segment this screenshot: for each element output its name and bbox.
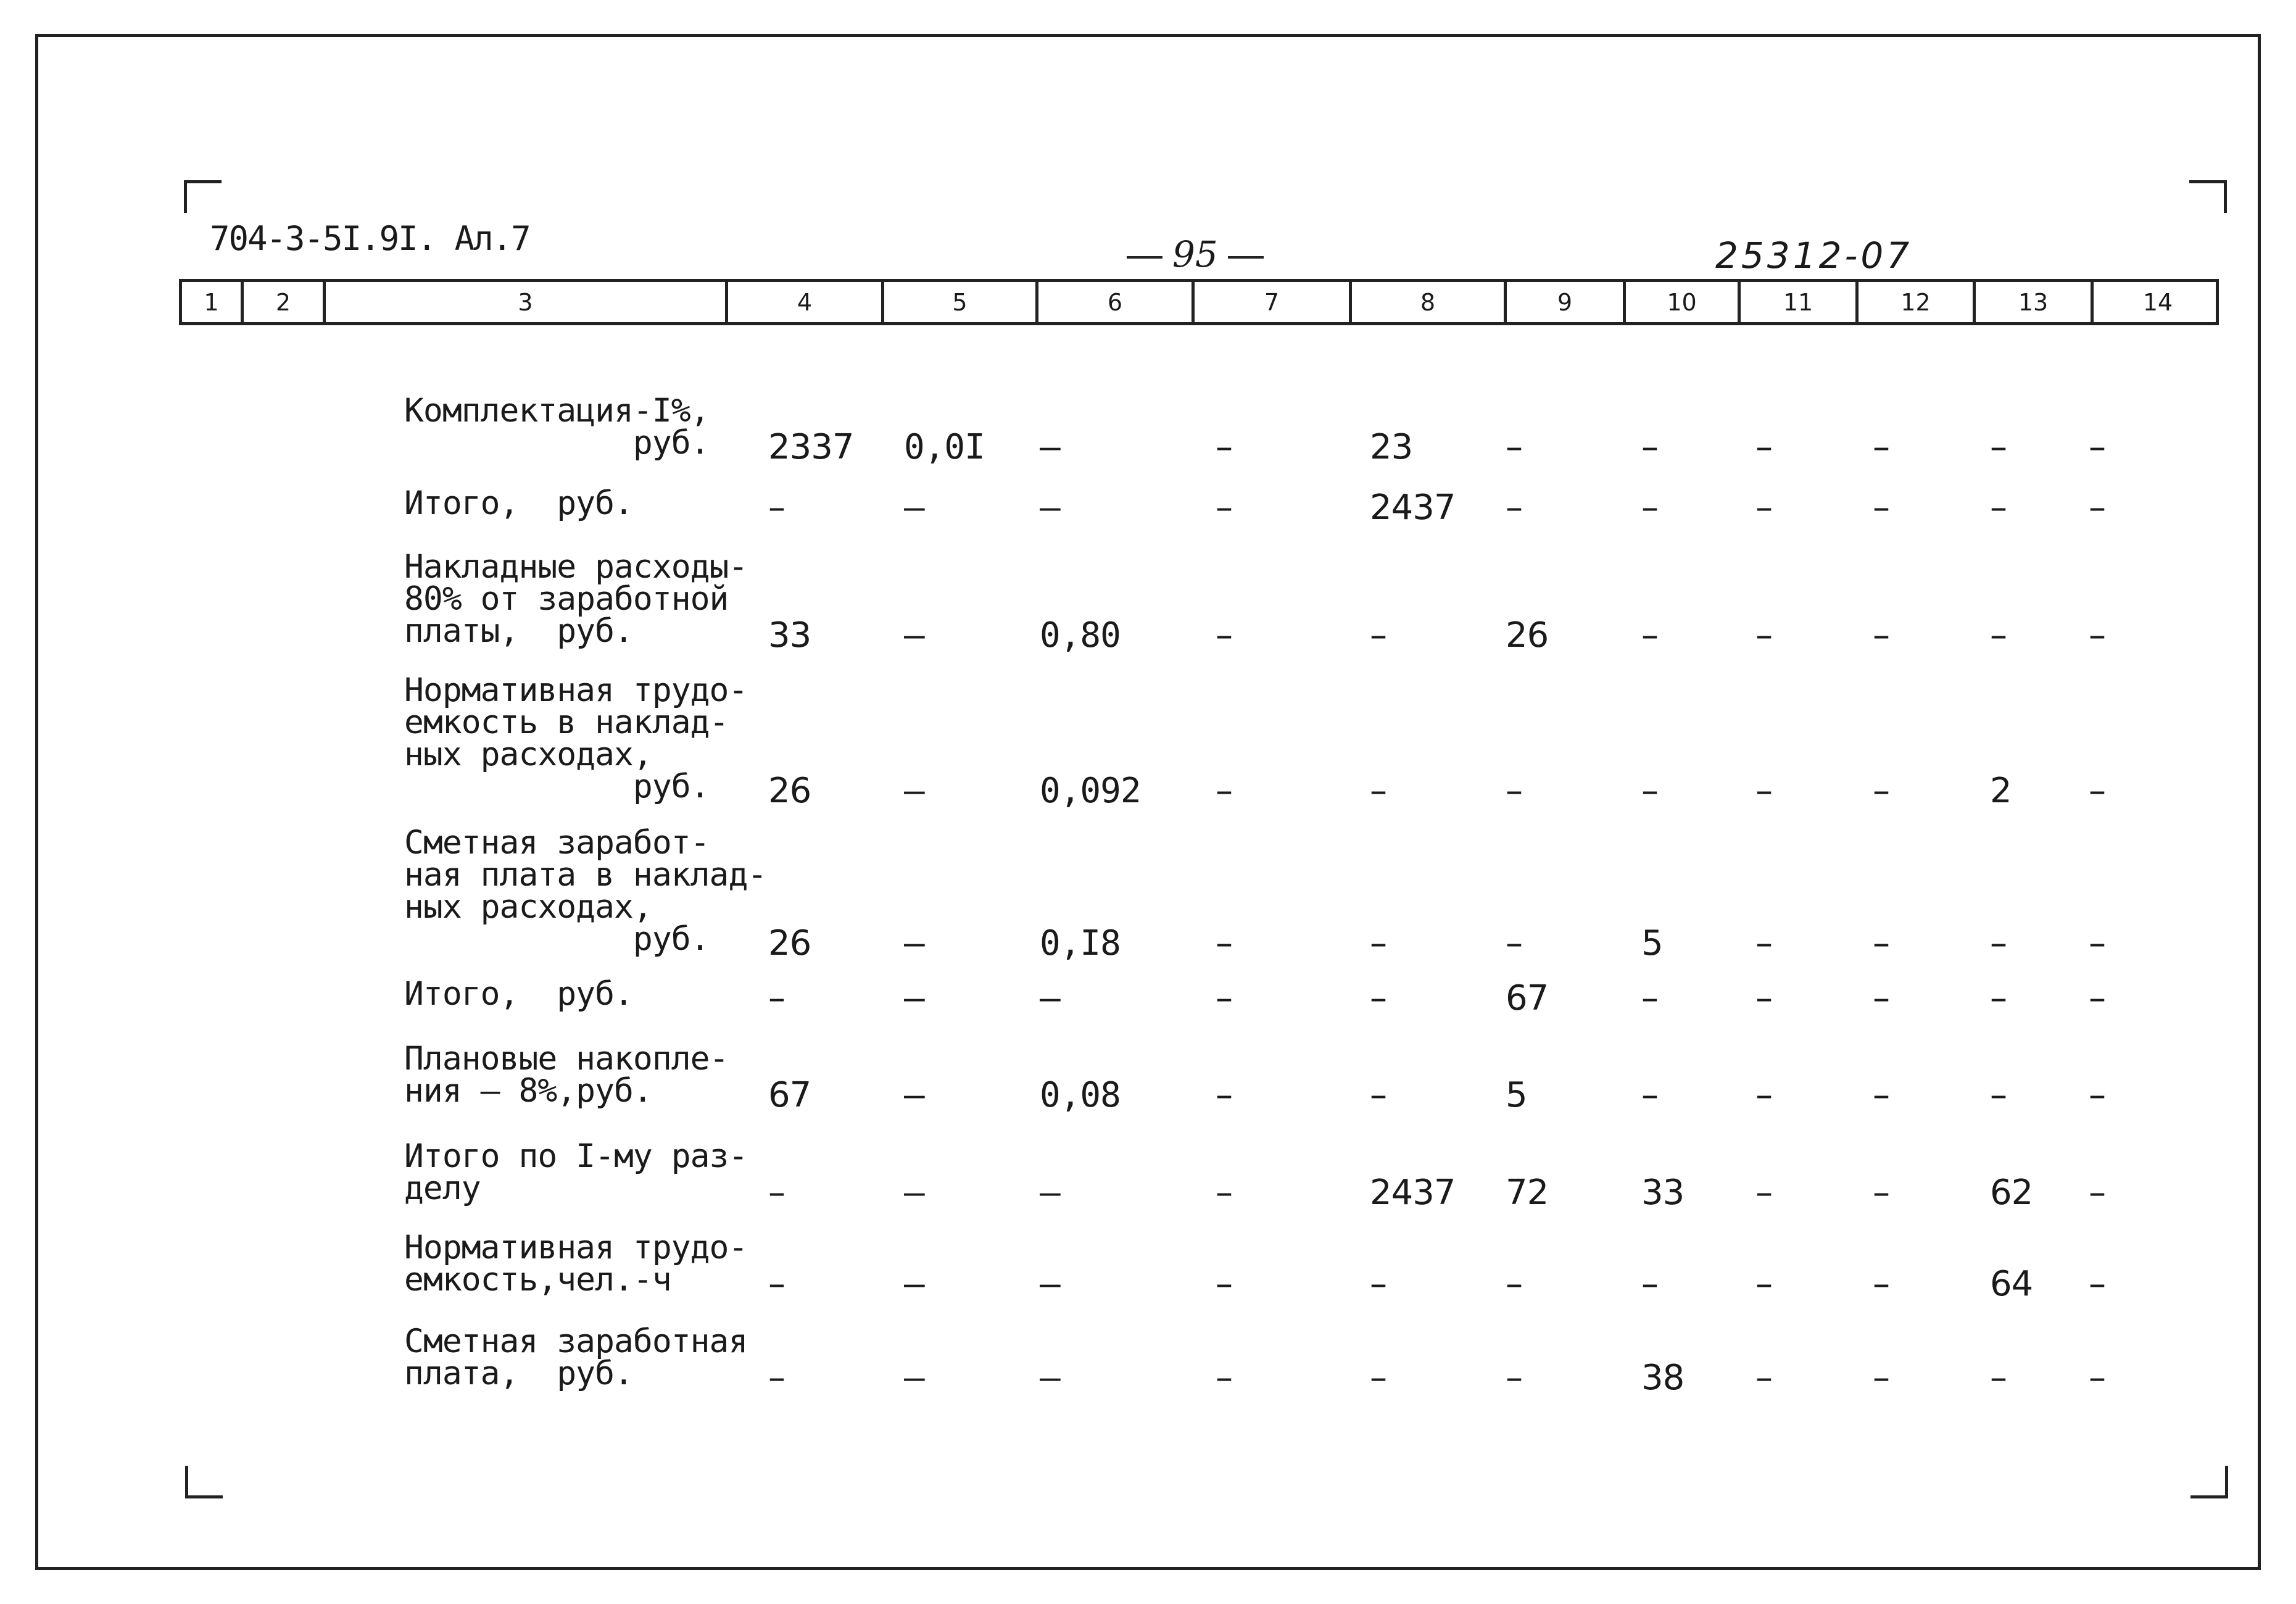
cell-col-7: – — [1216, 978, 1232, 1018]
cell-col-11: – — [1755, 923, 1772, 963]
cell-col-5: – — [904, 1075, 924, 1115]
cell-col-7: – — [1216, 1075, 1232, 1115]
cell-col-11: – — [1755, 771, 1772, 811]
cell-col-7: – — [1216, 923, 1232, 963]
cell-col-6: 0,80 — [1040, 615, 1121, 655]
cell-col-14: – — [2089, 1173, 2105, 1213]
cell-col-13: – — [1990, 1075, 2007, 1115]
cell-col-8: – — [1370, 923, 1386, 963]
row-label: Итого, руб. — [404, 975, 633, 1013]
cell-col-12: – — [1873, 771, 1889, 811]
row-label: Итого по I-му раз- делу — [404, 1137, 748, 1207]
cell-col-4: 33 — [768, 615, 811, 655]
cell-col-6: 0,I8 — [1040, 923, 1121, 963]
column-header-14: 14 — [2091, 282, 2222, 322]
cell-col-9: 72 — [1506, 1173, 1549, 1213]
cell-col-7: – — [1216, 488, 1232, 528]
cell-col-8: – — [1370, 1358, 1386, 1398]
row-label: Нормативная трудо- емкость в наклад- ных расходах, руб. — [404, 671, 748, 805]
cell-col-10: – — [1641, 488, 1658, 528]
cell-col-13: – — [1990, 427, 2007, 467]
cell-col-4: – — [768, 1358, 785, 1398]
cell-col-4: – — [768, 978, 785, 1018]
cell-col-14: – — [2089, 1264, 2105, 1304]
column-header-11: 11 — [1738, 282, 1855, 322]
cell-col-10: – — [1641, 427, 1658, 467]
cell-col-13: – — [1990, 923, 2007, 963]
cell-col-5: – — [904, 978, 924, 1018]
cell-col-6: – — [1040, 1358, 1060, 1398]
column-header-4: 4 — [725, 282, 881, 322]
row-label: Сметная заработная плата, руб. — [404, 1323, 748, 1392]
cell-col-13: 2 — [1990, 771, 2012, 811]
cell-col-5: – — [904, 1358, 924, 1398]
row-label: Комплектация-I%, руб. — [404, 392, 710, 462]
cell-col-8: – — [1370, 771, 1386, 811]
row-label: Итого, руб. — [404, 484, 633, 522]
cell-col-8: – — [1370, 978, 1386, 1018]
cell-col-13: – — [1990, 1358, 2007, 1398]
cell-col-14: – — [2089, 488, 2105, 528]
cell-col-8: 23 — [1370, 427, 1413, 467]
cell-col-9: – — [1506, 488, 1522, 528]
cell-col-7: – — [1216, 1358, 1232, 1398]
column-header-6: 6 — [1035, 282, 1192, 322]
cell-col-11: – — [1755, 1173, 1772, 1213]
cell-col-13: 64 — [1990, 1264, 2033, 1304]
cell-col-6: 0,092 — [1040, 771, 1141, 811]
cell-col-12: – — [1873, 978, 1889, 1018]
cell-col-10: – — [1641, 978, 1658, 1018]
cell-col-4: – — [768, 488, 785, 528]
cell-col-5: – — [904, 923, 924, 963]
cell-col-7: – — [1216, 1173, 1232, 1213]
cell-col-13: – — [1990, 488, 2007, 528]
crop-mark-bottom-right — [2190, 1466, 2228, 1498]
column-header-10: 10 — [1623, 282, 1738, 322]
cell-col-6: – — [1040, 978, 1060, 1018]
cell-col-7: – — [1216, 771, 1232, 811]
cell-col-12: – — [1873, 1173, 1889, 1213]
cell-col-14: – — [2089, 615, 2105, 655]
cell-col-10: 5 — [1641, 923, 1663, 963]
cell-col-9: 67 — [1506, 978, 1549, 1018]
cell-col-9: – — [1506, 1264, 1522, 1304]
cell-col-8: 2437 — [1370, 1173, 1456, 1213]
cell-col-8: – — [1370, 1075, 1386, 1115]
column-header-2: 2 — [241, 282, 323, 322]
cell-col-5: – — [904, 1173, 924, 1213]
cell-col-14: – — [2089, 427, 2105, 467]
cell-col-8: – — [1370, 615, 1386, 655]
sheet-id: 25312-07 — [1715, 235, 1913, 276]
column-header-8: 8 — [1349, 282, 1504, 322]
cell-col-11: – — [1755, 1075, 1772, 1115]
cell-col-6: – — [1040, 1264, 1060, 1304]
cell-col-14: – — [2089, 1075, 2105, 1115]
cell-col-11: – — [1755, 1358, 1772, 1398]
cell-col-9: – — [1506, 923, 1522, 963]
cell-col-5: – — [904, 488, 924, 528]
crop-mark-bottom-left — [185, 1466, 223, 1498]
cell-col-12: – — [1873, 1075, 1889, 1115]
cell-col-9: – — [1506, 771, 1522, 811]
cell-col-10: – — [1641, 1075, 1658, 1115]
cell-col-11: – — [1755, 615, 1772, 655]
cell-col-5: – — [904, 1264, 924, 1304]
cell-col-7: – — [1216, 615, 1232, 655]
cell-col-4: 67 — [768, 1075, 811, 1115]
cell-col-4: – — [768, 1264, 785, 1304]
cell-col-12: – — [1873, 923, 1889, 963]
cell-col-6: – — [1040, 488, 1060, 528]
cell-col-13: – — [1990, 615, 2007, 655]
column-header-row — [179, 279, 2219, 325]
crop-mark-top-left — [184, 180, 222, 213]
column-header-13: 13 — [1973, 282, 2091, 322]
column-header-1: 1 — [204, 288, 219, 316]
column-header-9: 9 — [1504, 282, 1623, 322]
cell-col-10: – — [1641, 615, 1658, 655]
cell-col-12: – — [1873, 427, 1889, 467]
document-code: 704-3-5I.9I. Ал.7 — [210, 219, 530, 258]
cell-col-14: – — [2089, 923, 2105, 963]
cell-col-8: – — [1370, 1264, 1386, 1304]
cell-col-6: – — [1040, 1173, 1060, 1213]
cell-col-6: – — [1040, 427, 1060, 467]
cell-col-8: 2437 — [1370, 488, 1456, 528]
cell-col-10: 38 — [1641, 1358, 1685, 1398]
cell-col-12: – — [1873, 615, 1889, 655]
cell-col-5: 0,0I — [904, 427, 985, 467]
cell-col-12: – — [1873, 488, 1889, 528]
cell-col-5: – — [904, 771, 924, 811]
cell-col-11: – — [1755, 978, 1772, 1018]
cell-col-12: – — [1873, 1264, 1889, 1304]
cell-col-9: – — [1506, 1358, 1522, 1398]
page-number — [1117, 233, 1274, 275]
column-header-7: 7 — [1192, 282, 1349, 322]
column-header-5: 5 — [881, 282, 1035, 322]
cell-col-4: 26 — [768, 771, 811, 811]
cell-col-4: – — [768, 1173, 785, 1213]
page-number-value: 95 — [1172, 233, 1218, 275]
cell-col-9: 5 — [1506, 1075, 1527, 1115]
row-label: Сметная заработ- ная плата в наклад- ных расходах, руб. — [404, 824, 767, 958]
cell-col-11: – — [1755, 427, 1772, 467]
column-header-3: 3 — [323, 282, 725, 322]
cell-col-6: 0,08 — [1040, 1075, 1121, 1115]
cell-col-4: 2337 — [768, 427, 854, 467]
cell-col-4: 26 — [768, 923, 811, 963]
cell-col-10: – — [1641, 771, 1658, 811]
cell-col-10: 33 — [1641, 1173, 1685, 1213]
cell-col-9: – — [1506, 427, 1522, 467]
cell-col-14: – — [2089, 978, 2105, 1018]
row-label: Плановые накопле- ния – 8%,руб. — [404, 1040, 729, 1110]
row-label: Накладные расходы- 80% от заработной платы, руб. — [404, 548, 748, 650]
cell-col-10: – — [1641, 1264, 1658, 1304]
cell-col-14: – — [2089, 771, 2105, 811]
cell-col-7: – — [1216, 427, 1232, 467]
cell-col-12: – — [1873, 1358, 1889, 1398]
cell-col-11: – — [1755, 488, 1772, 528]
cell-col-7: – — [1216, 1264, 1232, 1304]
cell-col-9: 26 — [1506, 615, 1549, 655]
cell-col-5: – — [904, 615, 924, 655]
cell-col-14: – — [2089, 1358, 2105, 1398]
cell-col-11: – — [1755, 1264, 1772, 1304]
cell-col-13: 62 — [1990, 1173, 2033, 1213]
cell-col-13: – — [1990, 978, 2007, 1018]
row-label: Нормативная трудо- емкость,чел.-ч — [404, 1229, 748, 1299]
column-header-12: 12 — [1855, 282, 1973, 322]
crop-mark-top-right — [2189, 180, 2227, 213]
